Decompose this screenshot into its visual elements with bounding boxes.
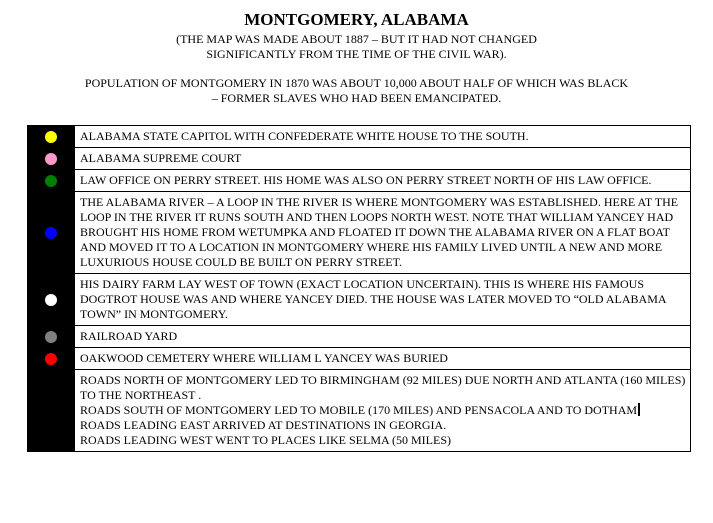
swatch-cell (28, 370, 75, 452)
legend-line: ROADS LEADING EAST ARRIVED AT DESTINATIONS IN GEORGIA. (80, 418, 447, 432)
legend-text (75, 148, 691, 170)
subtitle-line-1: (THE MAP WAS MADE ABOUT 1887 – BUT IT HAD NOT CHANGED (176, 32, 537, 46)
swatch-cell (28, 148, 75, 170)
population-line-2: – FORMER SLAVES WHO HAD BEEN EMANCIPATED. (211, 91, 502, 105)
legend-line: ALABAMA SUPREME COURT (80, 151, 242, 165)
legend-line: ROADS LEADING WEST WENT TO PLACES LIKE SELMA (50 MILES) (80, 433, 452, 447)
legend-text (75, 170, 691, 192)
white-dot-icon (45, 294, 57, 306)
legend-row-alabama-river (28, 192, 691, 274)
gray-dot-icon (45, 331, 57, 343)
legend-text (75, 326, 691, 348)
green-dot-icon (45, 175, 57, 187)
text-cursor-icon (638, 403, 640, 416)
legend-line: RAILROAD YARD (80, 329, 178, 343)
legend-row-supreme-court (28, 148, 691, 170)
population-line-1: POPULATION OF MONTGOMERY IN 1870 WAS ABOUT 10,000 ABOUT HALF OF WHICH WAS BLACK (84, 76, 629, 90)
legend-line: ALABAMA STATE CAPITOL WITH CONFEDERATE WHITE HOUSE TO THE SOUTH. (80, 129, 529, 143)
legend-line: ROADS NORTH OF MONTGOMERY LED TO BIRMINGHAM (92 MILES) DUE NORTH AND ATLANTA (160 MILES) TO THE NORTHEAST . (80, 373, 686, 402)
swatch-cell (28, 326, 75, 348)
legend-line: HIS DAIRY FARM LAY WEST OF TOWN (EXACT LOCATION UNCERTAIN). THIS IS WHERE HIS FAMOUS DOGTROT HOUSE WAS AND WHERE YANCEY DIED. THE HOUSE WAS LATER MOVED TO “OLD ALABAMA TOWN” IN MONTGOMERY. (80, 277, 666, 321)
document-header (0, 10, 713, 106)
legend-line: THE ALABAMA RIVER – A LOOP IN THE RIVER IS WHERE MONTGOMERY WAS ESTABLISHED. HERE AT THE LOOP IN THE RIVER IT RUNS SOUTH AND THEN LOOPS NORTH WEST. NOTE THAT WILLIAM YANCEY HAD BROUGHT HIS HOME FROM WETUMPKA AND FLOATED IT DOWN THE ALABAMA RIVER ON A FLAT BOAT AND MOVED IT TO A LOCATION IN MONTGOMERY WHERE HIS FAMILY LIVED UNTIL A NEW AND MORE LUXURIOUS HOUSE COULD BE BUILT ON PERRY STREET. (80, 195, 679, 269)
legend-row-law-office (28, 170, 691, 192)
pink-dot-icon (45, 153, 57, 165)
population-note (37, 76, 677, 106)
legend-line: OAKWOOD CEMETERY WHERE WILLIAM L YANCEY WAS BURIED (80, 351, 448, 365)
subtitle (0, 32, 713, 62)
legend-row-cemetery (28, 348, 691, 370)
legend-text (75, 370, 691, 452)
blue-dot-icon (45, 227, 57, 239)
legend-row-roads (28, 370, 691, 452)
red-dot-icon (45, 353, 57, 365)
legend-row-railroad-yard (28, 326, 691, 348)
swatch-cell (28, 126, 75, 148)
legend-text (75, 126, 691, 148)
yellow-dot-icon (45, 131, 57, 143)
legend-row-capitol (28, 126, 691, 148)
legend-text (75, 348, 691, 370)
legend-line-text: ROADS SOUTH OF MONTGOMERY LED TO MOBILE (170 MILES) AND PENSACOLA AND TO DOTHAM (80, 403, 638, 417)
legend-line: LAW OFFICE ON PERRY STREET. HIS HOME WAS ALSO ON PERRY STREET NORTH OF HIS LAW OFFICE. (80, 173, 652, 187)
swatch-cell (28, 274, 75, 326)
legend-row-dairy-farm (28, 274, 691, 326)
page-title: MONTGOMERY, ALABAMA (244, 10, 469, 29)
legend-line (80, 403, 686, 418)
subtitle-line-2: SIGNIFICANTLY FROM THE TIME OF THE CIVIL WAR). (206, 47, 507, 61)
legend-text (75, 274, 691, 326)
legend-text (75, 192, 691, 274)
swatch-cell (28, 192, 75, 274)
legend-table (27, 125, 691, 452)
swatch-cell (28, 170, 75, 192)
swatch-cell (28, 348, 75, 370)
